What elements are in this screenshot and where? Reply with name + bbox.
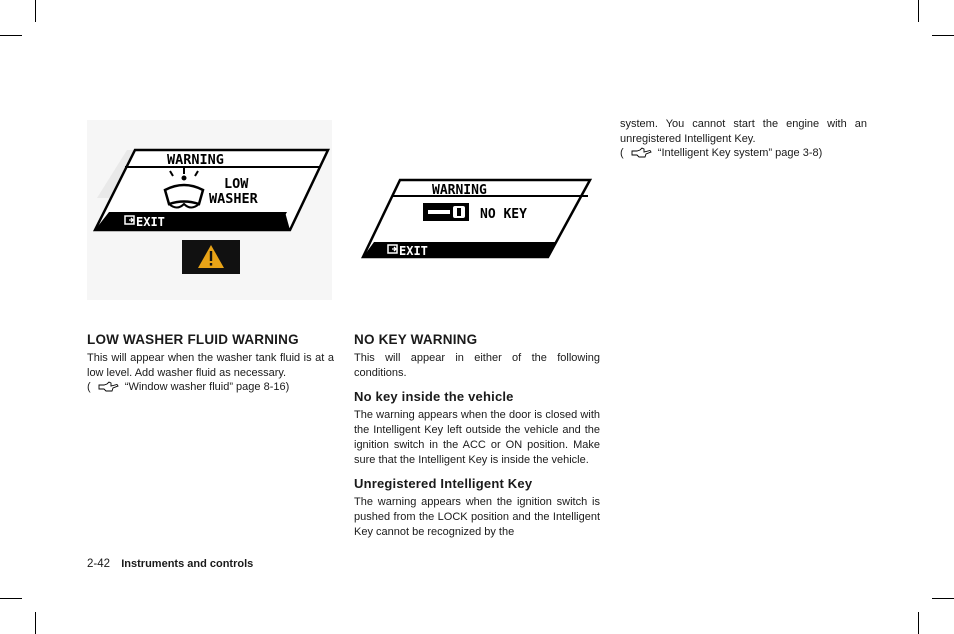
column-3-continuation xyxy=(620,117,867,161)
pointing-hand-icon xyxy=(96,380,120,392)
crop-mark xyxy=(918,0,919,22)
paragraph: This will appear when the washer tank fluid is at a low level. Add washer fluid as necessary. xyxy=(87,352,334,379)
crop-mark xyxy=(35,0,36,22)
paragraph: The warning appears when the ignition switch is pushed from the LOCK position and the Intelligent Key cannot be recognized by the xyxy=(354,496,600,538)
subsection-heading: Unregistered Intelligent Key xyxy=(354,476,533,492)
paragraph: The warning appears when the door is closed with the Intelligent Key left outside the vehicle and the ignition switch in the ACC or ON position. Make sure that the Intelligent Key is inside the vehicle. xyxy=(354,409,600,466)
crop-mark xyxy=(932,35,954,36)
subsection-heading: No key inside the vehicle xyxy=(354,389,514,405)
low-washer-section xyxy=(87,332,334,395)
section-title: Instruments and controls xyxy=(121,558,254,570)
paragraph: system. You cannot start the engine with an unregistered Intelligent Key. xyxy=(620,118,867,145)
display-no-key-text: NO KEY xyxy=(480,207,527,222)
no-key-section xyxy=(354,332,600,539)
display-exit-label: EXIT xyxy=(136,215,165,229)
paragraph: This will appear in either of the following conditions. xyxy=(354,352,600,379)
no-key-display-illustration xyxy=(360,175,595,265)
section-heading: LOW WASHER FLUID WARNING xyxy=(87,332,299,347)
cross-reference[interactable]: ( “Window washer fluid” page 8-16) xyxy=(87,381,290,394)
page-number: 2-42 xyxy=(87,558,111,570)
crop-mark xyxy=(0,598,22,599)
section-heading: NO KEY WARNING xyxy=(354,332,478,347)
key-icon xyxy=(423,203,469,221)
display-warning-header: WARNING xyxy=(432,183,487,198)
crop-mark xyxy=(35,612,36,634)
display-warning-header: WARNING xyxy=(167,152,224,168)
pointing-hand-icon xyxy=(629,146,653,158)
display-exit-label: EXIT xyxy=(399,244,428,258)
page-footer xyxy=(87,558,253,570)
display-line-low: LOW xyxy=(224,176,249,192)
crop-mark xyxy=(0,35,22,36)
cross-reference[interactable]: ( “Intelligent Key system” page 3-8) xyxy=(620,147,823,160)
display-line-washer: WASHER xyxy=(209,191,258,207)
crop-mark xyxy=(932,598,954,599)
crop-mark xyxy=(918,612,919,634)
low-washer-display-illustration xyxy=(87,120,332,300)
